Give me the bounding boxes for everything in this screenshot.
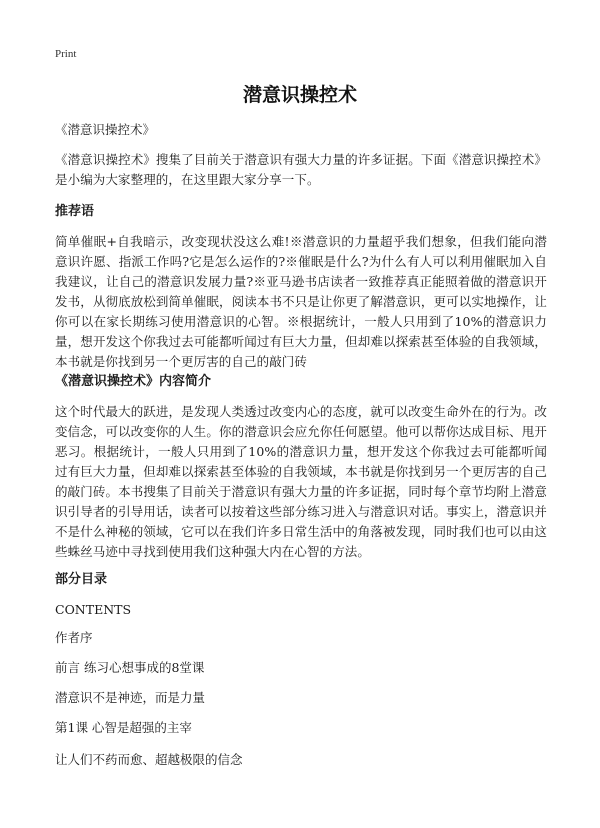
toc-heading: 部分目录 [55, 572, 108, 587]
summary-paragraph: 这个时代最大的跃进，是发现人类透过改变内心的态度，就可以改变生命外在的行为。改变信念，可以改变你的人生。你的潜意识会应允你任何愿望。他可以帮你达成目标、甩开恶习。根据统计，一般人只用到了10%的潜意识力量，想开发这个你我过去可能都听闻过有巨大力量，但却难以探索甚至体验的自我领域，本书就是你找到另一个更厉害的自己的敲门砖。本书搜集了目前关于潜意识有强大力量的许多证据，同时每个章节均附上潜意识引导者的引导用话，读者可以按着这些部分练习进入与潜意识对话。事实上，潜意识并不是什么神秘的领域，它可以在我们许多日常生活中的角落被发现，同时我们也可以由这些蛛丝马迹中寻找到使用我们这种强大内在心智的方法。 [55, 404, 547, 559]
toc-item: 潜意识不是神迹，而是力量 [55, 690, 206, 705]
recommend-heading: 推荐语 [55, 204, 95, 219]
recommend-paragraph: 简单催眠+自我暗示，改变现状没这么难!※潜意识的力量超乎我们想象，但我们能向潜意识许愿、指派工作吗?它是怎么运作的?※催眠是什么?为什么有人可以利用催眠加入自我建议，让自己的潜意识发展力量?※亚马逊书店读者一致推荐真正能照着做的潜意识开发书，从彻底放松到简单催眠，阅读本书不只是让你更了解潜意识，更可以实地操作，让你可以在家长期练习使用潜意识的心智。※根据统计，一般人只用到了10%的潜意识力量，想开发这个你我过去可能都听闻过有巨大力量，但却难以探索甚至体验的自我领域，本书就是你找到另一个更厉害的自己的敲门砖 [55, 234, 547, 369]
toc-item: CONTENTS [55, 602, 132, 617]
toc-item: 让人们不药而愈、超越极限的信念 [55, 752, 243, 767]
document-title: 潜意识操控术 [242, 84, 357, 106]
toc-item: 作者序 [55, 630, 93, 645]
intro-paragraph: 《潜意识操控术》搜集了目前关于潜意识有强大力量的许多证据。下面《潜意识操控术》是小编为大家整理的，在这里跟大家分享一下。 [55, 152, 547, 187]
toc-item: 第1课 心智是超强的主宰 [55, 720, 192, 735]
toc-item: 前言 练习心想事成的8堂课 [55, 660, 205, 675]
print-label: Print [55, 48, 77, 60]
summary-heading: 《潜意识操控术》内容简介 [55, 374, 212, 389]
book-reference: 《潜意识操控术》 [55, 122, 156, 137]
